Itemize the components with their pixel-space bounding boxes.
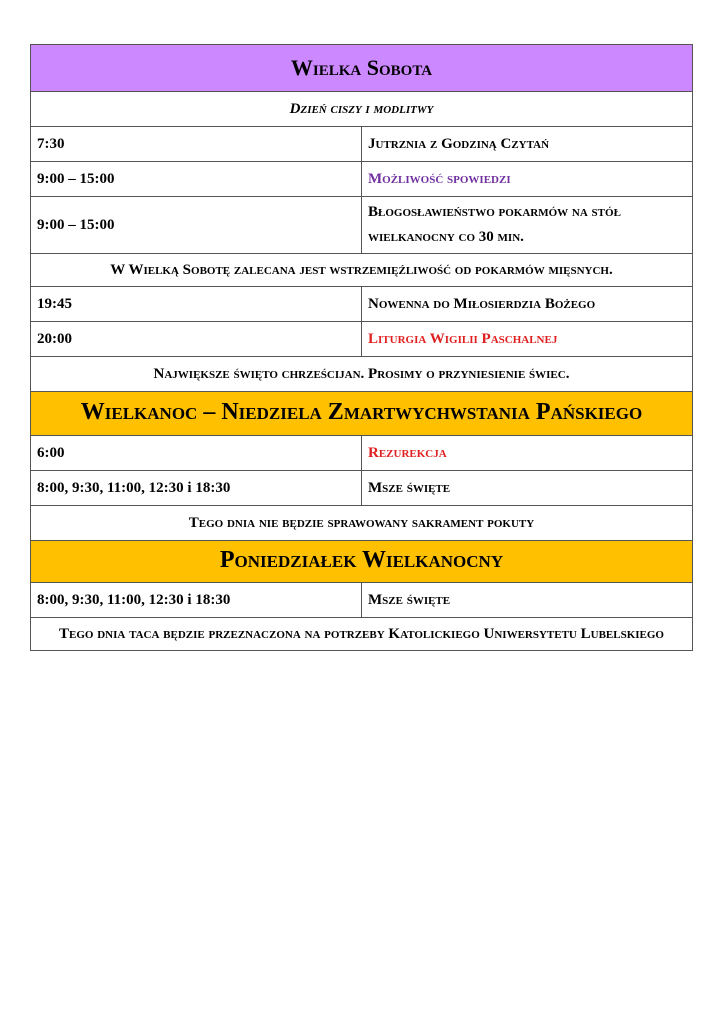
schedule-time: 8:00, 9:30, 11:00, 12:30 i 18:30	[31, 471, 362, 506]
schedule-time: 9:00 – 15:00	[31, 197, 362, 254]
schedule-event: Msze święte	[362, 471, 693, 506]
schedule-time: 9:00 – 15:00	[31, 162, 362, 197]
easter-monday-title: Poniedziałek Wielkanocny	[31, 541, 693, 583]
schedule-event: Nowenna do Miłosierdzia Bożego	[362, 287, 693, 322]
schedule-row	[31, 127, 693, 162]
easter-sunday-title: Wielkanoc – Niedziela Zmartwychwstania Pańskiego	[31, 392, 693, 436]
easter-sunday-header-row	[31, 392, 693, 436]
schedule-time: 6:00	[31, 436, 362, 471]
candles-note: Największe święto chrześcijan. Prosimy o przyniesienie świec.	[31, 357, 693, 392]
schedule-time: 8:00, 9:30, 11:00, 12:30 i 18:30	[31, 583, 362, 618]
schedule-event: Błogosławieństwo pokarmów na stół wielkanocny co 30 min.	[362, 197, 693, 254]
holy-saturday-subtitle: Dzień ciszy i modlitwy	[31, 92, 693, 127]
easter-monday-header-row	[31, 541, 693, 583]
note-row	[31, 254, 693, 287]
holy-week-schedule-table	[30, 44, 693, 651]
holy-saturday-title: Wielka Sobota	[31, 45, 693, 92]
holy-saturday-header-row	[31, 45, 693, 92]
note-row	[31, 506, 693, 541]
no-confession-note: Tego dnia nie będzie sprawowany sakrament pokuty	[31, 506, 693, 541]
schedule-row	[31, 322, 693, 357]
schedule-row	[31, 197, 693, 254]
easter-vigil-event: Liturgia Wigilii Paschalnej	[362, 322, 693, 357]
schedule-row	[31, 436, 693, 471]
schedule-time: 19:45	[31, 287, 362, 322]
schedule-event: Msze święte	[362, 583, 693, 618]
schedule-row	[31, 583, 693, 618]
schedule-event: Jutrznia z Godziną Czytań	[362, 127, 693, 162]
note-row	[31, 618, 693, 651]
abstinence-note: W Wielką Sobotę zalecana jest wstrzemięźliwość od pokarmów mięsnych.	[31, 254, 693, 287]
resurrection-mass-event: Rezurekcja	[362, 436, 693, 471]
schedule-row	[31, 471, 693, 506]
schedule-time: 20:00	[31, 322, 362, 357]
note-row	[31, 357, 693, 392]
holy-saturday-subtitle-row	[31, 92, 693, 127]
confession-event: Możliwość spowiedzi	[362, 162, 693, 197]
schedule-row	[31, 287, 693, 322]
schedule-time: 7:30	[31, 127, 362, 162]
schedule-row	[31, 162, 693, 197]
collection-note: Tego dnia taca będzie przeznaczona na potrzeby Katolickiego Uniwersytetu Lubelskiego	[31, 618, 693, 651]
